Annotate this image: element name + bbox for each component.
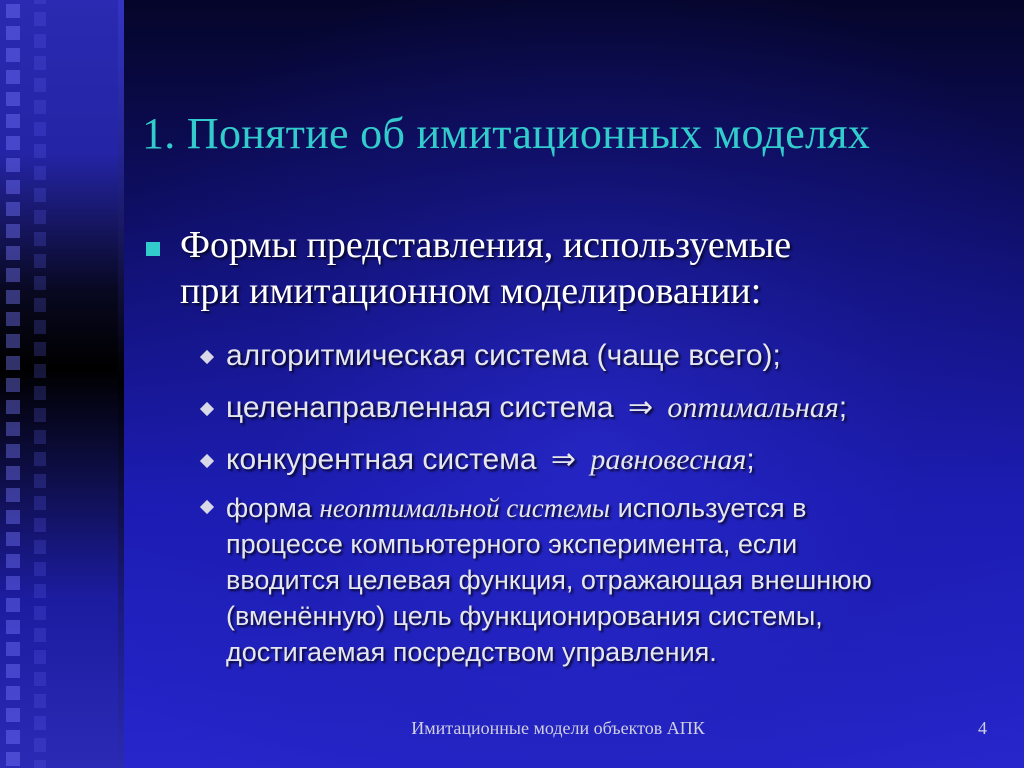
- diamond-bullet-icon: [200, 350, 214, 364]
- sub-item-tail: ;: [838, 391, 848, 424]
- main-bullet-text: [180, 222, 791, 314]
- double-arrow-icon: ⇒: [627, 390, 654, 425]
- film-holes-inner-decoration: [30, 0, 50, 768]
- diamond-bullet-icon: [200, 500, 214, 514]
- sub-item-italic: оптимальная: [667, 391, 839, 424]
- main-bullet-line1: Формы представления, используемые: [180, 224, 792, 266]
- page-number: 4: [978, 718, 987, 738]
- film-strip-decoration: [0, 0, 124, 768]
- sub-item-text: алгоритмическая система (чаще всего);: [226, 339, 781, 372]
- sub-item-paragraph: [226, 490, 872, 670]
- sub-item-line3: вводится целевая функция, отражающая внешнюю: [226, 565, 872, 595]
- film-strip-edge: [118, 0, 124, 768]
- double-arrow-icon: ⇒: [550, 442, 576, 477]
- sub-item-text: конкурентная система: [226, 443, 537, 476]
- sub-item-algorithmic: [196, 338, 986, 374]
- sub-item-line2: процессе компьютерного эксперимента, если: [226, 529, 798, 559]
- sub-item-goal-directed: [196, 390, 986, 426]
- main-bullet-line2: при имитационном моделировании:: [180, 270, 762, 312]
- sub-item-text: целенаправленная система: [226, 391, 614, 424]
- sub-item-tail: ;: [746, 443, 755, 476]
- sub-item-prefix: форма: [226, 493, 312, 523]
- sub-item-line4: (вменённую) цель функционирования системы,: [226, 601, 823, 631]
- sub-item-italic: равновесная: [590, 443, 747, 476]
- sub-item-nonoptimal: [196, 490, 986, 670]
- diamond-bullet-icon: [200, 454, 214, 468]
- sub-item-competitive: [196, 442, 986, 478]
- slide-title: 1. Понятие об имитационных моделях: [142, 109, 871, 158]
- square-bullet-icon: [146, 242, 160, 256]
- sub-item-italic: неоптимальной системы: [319, 493, 611, 523]
- main-bullet: [146, 222, 966, 314]
- slide-footer: Имитационные модели объектов АПК: [411, 718, 705, 738]
- sub-item-line5: достигаемая посредством управления.: [226, 637, 717, 667]
- film-holes-decoration: [0, 0, 26, 768]
- diamond-bullet-icon: [200, 402, 214, 416]
- sub-item-line1-tail: используется в: [617, 493, 807, 523]
